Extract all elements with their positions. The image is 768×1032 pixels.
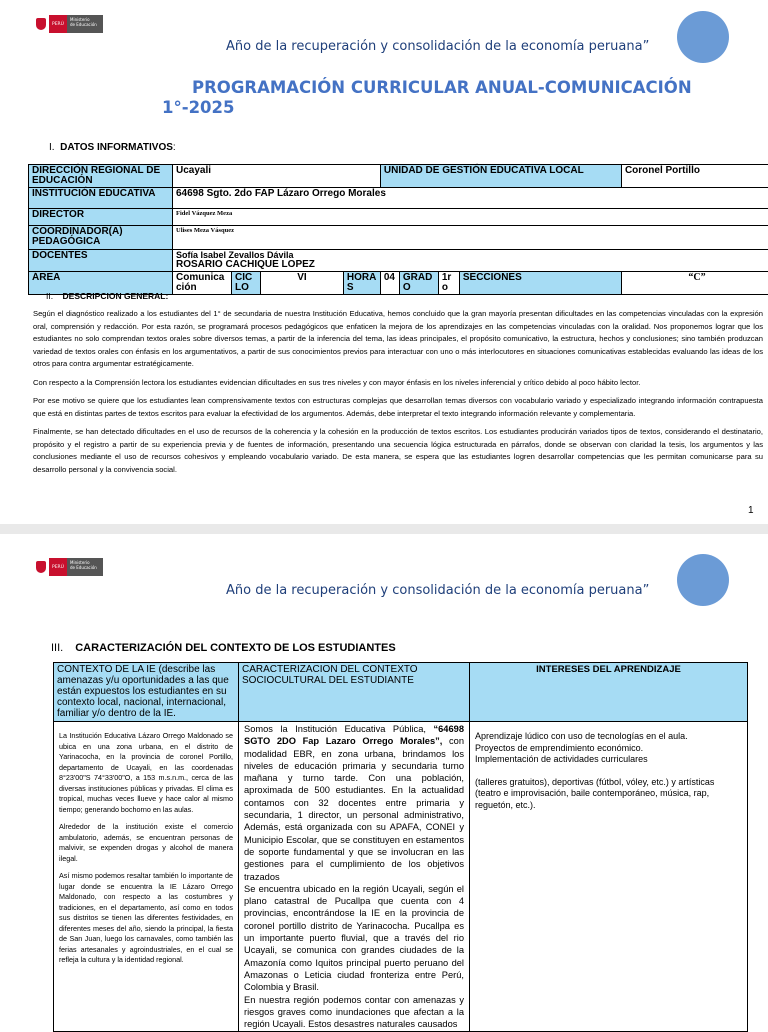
area-value: Comunicación: [173, 272, 232, 295]
context-paragraph: Así mismo podemos resaltar también lo importante de lugar donde se encuentra la IE Lázaro Orrego Maldonado, con respecto a las costumbres y tradiciones, en el departamento, así como en todos sus distritos se tienen las diferentes festividades, en diferentes meses del año, siendo la principal, la fiesta de San Juan, luego los carnavales, como también las ferias artesanales y agroindustriales, en el cual se refleja la cultura y la identidad regional.: [59, 871, 233, 966]
ugel-value: Coronel Portillo: [621, 165, 768, 188]
section-1-heading: I. DATOS INFORMATIVOS:: [49, 142, 176, 153]
coat-of-arms-icon: [33, 15, 49, 33]
sociocultural-paragraph-1: Somos la Institución Educativa Pública, “64698 SGTO 2DO Fap Lazaro Orrego Morales”, con modalidad EBR, en zona urbana, brindamos los niveles de educación primaria y secundaria turno mañana y turno tarde. Con una población, aproximada de 500 estudiantes. En la actualidad contamos con 32 docentes entre primaria y secundaria, 1 director, un personal administrativo, Además, está organizada con su APAFA, CONEI y Municipio Escolar, que se constituyen en estamentos de soporte fundamental y que se involucran en las gestiones para el cumplimiento de los objetivos trazados: [244, 723, 464, 883]
interest-item: Implementación de actividades curriculares: [475, 754, 742, 766]
context-paragraph: Alrededor de la institución existe el comercio ambulatorio, además, se encuentran personas de malvivir, se expenden drogas y alcohol de manera ilegal.: [59, 822, 233, 864]
grado-value: 1ro: [438, 272, 459, 295]
context-paragraph: La Institución Educativa Lázaro Orrego Maldonado se ubica en una zona urbana, en el distrito de Yarinacocha, en la provincia de coronel Portillo, departamento de Ucayali, en las coordenadas 8°23'00"S 74°33'00"O, a 153 m.s.n.m., cerca de las diversas instituciones públicas y privadas. El clima es tropical, muchas veces llueve y hace calor al mismo tiempo; generando bochorno en las aulas.: [59, 731, 233, 815]
description-paragraph: Finalmente, se han detectado dificultades en el uso de recursos de la coherencia y la cohesión en la producción de textos escritos. Los estudiantes producirán variados tipos de textos, considerando el destinatario, propósito y el registro a partir de su experiencia previa y de fuentes de información, presentando una secuencia lógica estructurada en párrafos, donde se observan con claridad la tesis, los argumentos y las conclusiones mediante el uso de recursos cohesivos y empleando vocabulario variado. De esta manera, se espera que las estudiantes logren desarrollar competencias que les permitan comunicarse para su desarrollo personal y la convivencia social.: [33, 426, 763, 476]
docente-2: ROSARIO CACHIQUE LOPEZ: [176, 260, 768, 270]
ministry-logo: [33, 15, 103, 33]
sociocultural-paragraph-2: Se encuentra ubicado en la región Ucayali, según el plano catastral de Pucallpa que cuenta con 4 provincias, encontrándose la IE en la provincia de coronel portillo distrito de Yarinacocha. Pucallpa es un importante puerto fluvial, que a través del rio Ucayali, se comunica con grandes ciudades de la Amazonía como Iquitos principal puerto peruano del Amazonas o Leticia ciudad fronteriza entre Perú, Colombia y Brasil.: [244, 883, 464, 994]
page-separator: [0, 524, 768, 534]
col-context-header: CONTEXTO DE LA IE (describe las amenazas y/u oportunidades a las que están expuestos los estudiantes en su contexto local, nacional, internacional, familiar y/o dentro de la IE.: [54, 663, 239, 722]
col-sociocultural-header: CARACTERIZACION DEL CONTEXTO SOCIOCULTURAL DEL ESTUDIANTE: [239, 663, 470, 722]
logo-ministry-label: Ministerio de Educación: [67, 558, 103, 576]
description-paragraph: Por ese motivo se quiere que los estudiantes lean comprensivamente textos con estructuras complejas que desarrollan temas diversos con vocabulario variado y especializado integrando información contrapuesta que está en distintas partes de textos escritos para evaluar la efectividad de los argumentos. Además, debe interpretar el texto integrando información relevante y complementaria.: [33, 395, 763, 420]
context-cell: [54, 722, 239, 1032]
header-motto: Año de la recuperación y consolidación de la economía peruana”: [226, 39, 649, 54]
interest-spacer: [475, 766, 742, 777]
context-table: [53, 662, 748, 1032]
seccion-value: “C”: [621, 272, 768, 295]
area-label: ÁREA: [29, 272, 173, 295]
sociocultural-paragraph-3: En nuestra región podemos contar con amenazas y riesgos graves como inundaciones que afectan a la región Ucayali. Estos desastres naturales causados: [244, 994, 464, 1031]
director-label: DIRECTOR: [29, 209, 173, 226]
coordinator-value: Ulises Meza Vásquez: [173, 226, 768, 250]
header-circle-decoration: [677, 554, 729, 606]
section-3-heading: III. CARACTERIZACIÓN DEL CONTEXTO DE LOS ESTUDIANTES: [51, 642, 396, 654]
datos-informativos-table: [28, 164, 768, 295]
dre-value: Ucayali: [173, 165, 381, 188]
coordinator-label: COORDINADOR(A) PEDAGÓGICA: [29, 226, 173, 250]
interest-item: Proyectos de emprendimiento económico.: [475, 743, 742, 755]
header-motto: Año de la recuperación y consolidación de la economía peruana”: [226, 583, 649, 598]
ministry-logo: [33, 558, 103, 576]
horas-value: 04: [380, 272, 399, 295]
dre-label: DIRECCIÓN REGIONAL DE EDUCACIÓN: [29, 165, 173, 188]
grado-label: GRADO: [399, 272, 438, 295]
logo-peru-label: PERÚ: [49, 15, 67, 33]
docente-1: Sofía Isabel Zevallos Dávila: [176, 251, 768, 260]
interest-item: (talleres gratuitos), deportivas (fútbol, vóley, etc.) y artísticas (teatro e improvisación, baile contemporáneo, música, rap, reguetón, etc.).: [475, 777, 742, 812]
ie-value: 64698 Sgto. 2do FAP Lázaro Orrego Morales: [173, 188, 768, 209]
sociocultural-cell: [239, 722, 470, 1032]
logo-peru-label: PERÚ: [49, 558, 67, 576]
ugel-label: UNIDAD DE GESTIÓN EDUCATIVA LOCAL: [380, 165, 621, 188]
ie-label: INSTITUCIÓN EDUCATIVA: [29, 188, 173, 209]
description-paragraph: Según el diagnóstico realizado a los estudiantes del 1° de secundaria de nuestra Institución Educativa, hemos concluido que la gran mayoría presentan dificultades en las competencias vinculadas con la expresión oral, comprensión y redacción. Por esta razón, se programará procesos pedagógicos que enfaticen la mejora de los aprendizajes en las competencias vinculadas con la oralidad. Nos proponemos lograr que los estudiantes no solo comprendan textos orales sobre diversos temas, a partir de la inferencia del tema, las ideas principales, el propósito comunicativo, la estructura, hechos y conclusiones; sino también produzcan variedad de textos orales con énfasis en los argumentativos, a partir de sus conocimientos previos para interactuar con uno o más interlocutores en situaciones comunicativas establecidas evaluando las ideas de los otros para contra argumentar estratégicamente.: [33, 308, 763, 371]
logo-ministry-label: Ministerio de Educación: [67, 15, 103, 33]
section-2-heading: II. DESCRIPCION GENERAL:: [46, 291, 168, 301]
seccion-label: SECCIONES: [459, 272, 621, 295]
docentes-value: [173, 250, 768, 272]
document-page-2: [0, 534, 768, 1024]
header-circle-decoration: [677, 11, 729, 63]
docentes-label: DOCENTES: [29, 250, 173, 272]
director-value: Fidel Vázquez Meza: [173, 209, 768, 226]
ciclo-value: VI: [261, 272, 344, 295]
general-description: [33, 308, 763, 482]
interest-item: Aprendizaje lúdico con uso de tecnologías en el aula.: [475, 731, 742, 743]
page-title: PROGRAMACIÓN CURRICULAR ANUAL-COMUNICACIÓN 1°-2025: [162, 78, 732, 118]
col-interests-header: INTERESES DEL APRENDIZAJE: [470, 663, 748, 722]
ciclo-label: CICLO: [232, 272, 261, 295]
interests-cell: [470, 722, 748, 1032]
horas-label: HORAS: [343, 272, 380, 295]
description-paragraph: Con respecto a la Comprensión lectora los estudiantes evidencian dificultades en sus tres niveles y con mayor énfasis en los niveles inferencial y crítico debido al poco hábito lector.: [33, 377, 763, 390]
coat-of-arms-icon: [33, 558, 49, 576]
page-number: 1: [748, 505, 754, 516]
